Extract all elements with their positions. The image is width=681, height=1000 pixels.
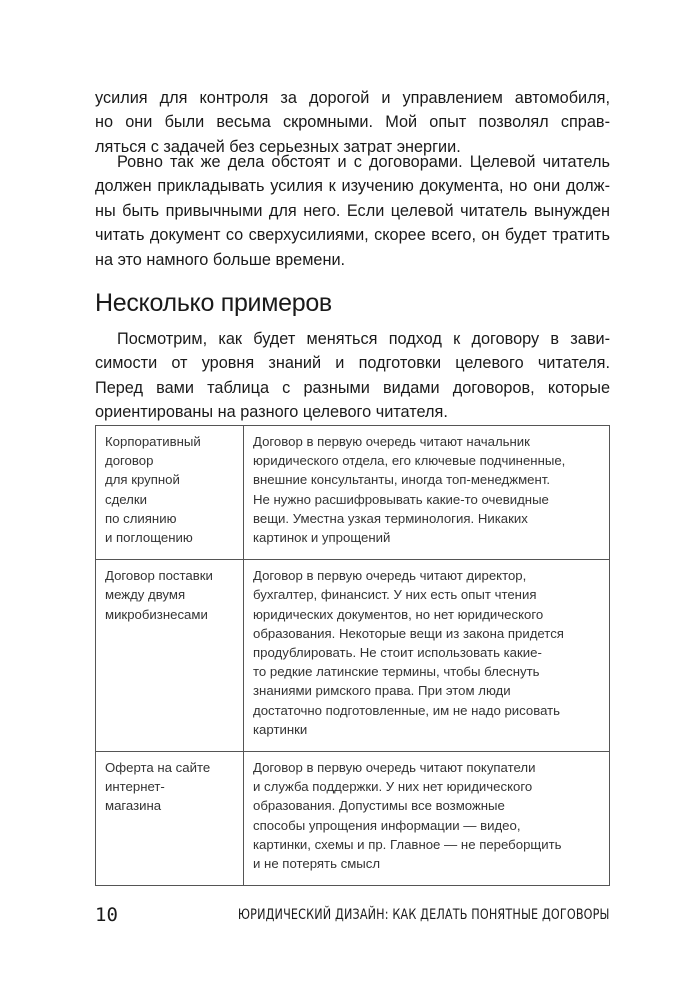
cell-line: магазина <box>105 798 162 814</box>
running-head: ЮРИДИЧЕСКИЙ ДИЗАЙН: КАК ДЕЛАТЬ ПОНЯТНЫЕ ДОГОВОРЫ <box>238 907 610 923</box>
target-reader-cell <box>244 560 610 752</box>
table-row <box>96 752 610 886</box>
paragraph-continuation <box>95 86 610 159</box>
text-line: Ровно так же дела обстоят и с договорами. Целевой читатель <box>117 153 610 171</box>
cell-line: внешние консультанты, иногда топ-менеджмент. <box>253 472 550 488</box>
cell-line: достаточно подготовленные, им не надо рисовать <box>253 702 561 718</box>
cell-line: между двумя <box>105 587 186 603</box>
cell-line: сделки <box>105 491 148 507</box>
contract-type-cell <box>96 752 244 886</box>
cell-line: образования. Допустимы все возможные <box>253 798 505 814</box>
cell-line: микробизнесами <box>105 606 208 622</box>
cell-line: для крупной <box>105 472 180 488</box>
text-line: Перед вами таблица с разными видами договоров, которые <box>95 378 610 397</box>
text-line: ориентированы на разного целевого читателя. <box>95 403 448 422</box>
table-row <box>96 426 610 560</box>
cell-line: продублировать. Не стоит использовать какие- <box>253 645 542 661</box>
cell-line: картинки <box>253 721 308 737</box>
text-line: но они были весьма скромными. Мой опыт позволял справ- <box>95 113 610 132</box>
cell-line: Оферта на сайте <box>105 760 211 776</box>
cell-line: Договор поставки <box>105 568 213 584</box>
text-line: ны быть привычными для него. Если целевой читатель вынужден <box>95 201 610 220</box>
cell-line: образования. Некоторые вещи из закона придется <box>253 625 564 641</box>
table-row <box>96 560 610 752</box>
cell-line: Корпоративный <box>105 434 201 449</box>
cell-line: картинки, схемы и пр. Главное — не переборщить <box>253 836 562 852</box>
contract-types-table <box>95 425 610 886</box>
cell-line: Договор в первую очередь читают начальник <box>253 434 530 449</box>
cell-line: то редкие латинские термины, чтобы блеснуть <box>253 664 540 680</box>
cell-line: вещи. Уместна узкая терминология. Никаких <box>253 510 528 526</box>
contract-type-cell <box>96 560 244 752</box>
target-reader-cell <box>244 752 610 886</box>
text-line: симости от уровня знаний и подготовки целевого читателя. <box>95 354 610 373</box>
text-line: ляться с задачей без серьезных затрат энергии. <box>95 137 461 156</box>
cell-line: Договор в первую очередь читают покупатели <box>253 760 536 776</box>
cell-line: и не потерять смысл <box>253 856 381 872</box>
text-line: должен прикладывать усилия к изучению документа, но они долж- <box>95 177 610 196</box>
text-line: на это намного больше времени. <box>95 250 346 269</box>
cell-line: и служба поддержки. У них нет юридического <box>253 779 533 795</box>
cell-line: Договор в первую очередь читают директор, <box>253 568 527 584</box>
paragraph-intro-table <box>95 327 610 425</box>
contract-type-cell <box>96 426 244 560</box>
cell-line: Не нужно расшифровывать какие-то очевидные <box>253 491 549 507</box>
cell-line: интернет- <box>105 779 165 795</box>
target-reader-cell <box>244 426 610 560</box>
cell-line: по слиянию <box>105 510 177 526</box>
cell-line: договор <box>105 453 154 469</box>
section-heading: Несколько примеров <box>95 289 332 317</box>
text-line: Посмотрим, как будет меняться подход к договору в зави- <box>117 330 610 348</box>
text-line: читать документ со сверхусилиями, скорее всего, он будет тратить <box>95 226 610 245</box>
cell-line: юридических документов, но нет юридического <box>253 606 544 622</box>
cell-line: способы упрощения информации — видео, <box>253 817 521 833</box>
paragraph-contracts <box>95 150 610 272</box>
cell-line: знаниями римского права. При этом люди <box>253 683 511 699</box>
text-line: усилия для контроля за дорогой и управлением автомобиля, <box>95 89 610 107</box>
cell-line: и поглощению <box>105 530 193 546</box>
cell-line: бухгалтер, финансист. У них есть опыт чтения <box>253 587 537 603</box>
page-number: 10 <box>95 904 118 926</box>
cell-line: юридического отдела, его ключевые подчиненные, <box>253 453 566 469</box>
cell-line: картинок и упрощений <box>253 530 391 546</box>
